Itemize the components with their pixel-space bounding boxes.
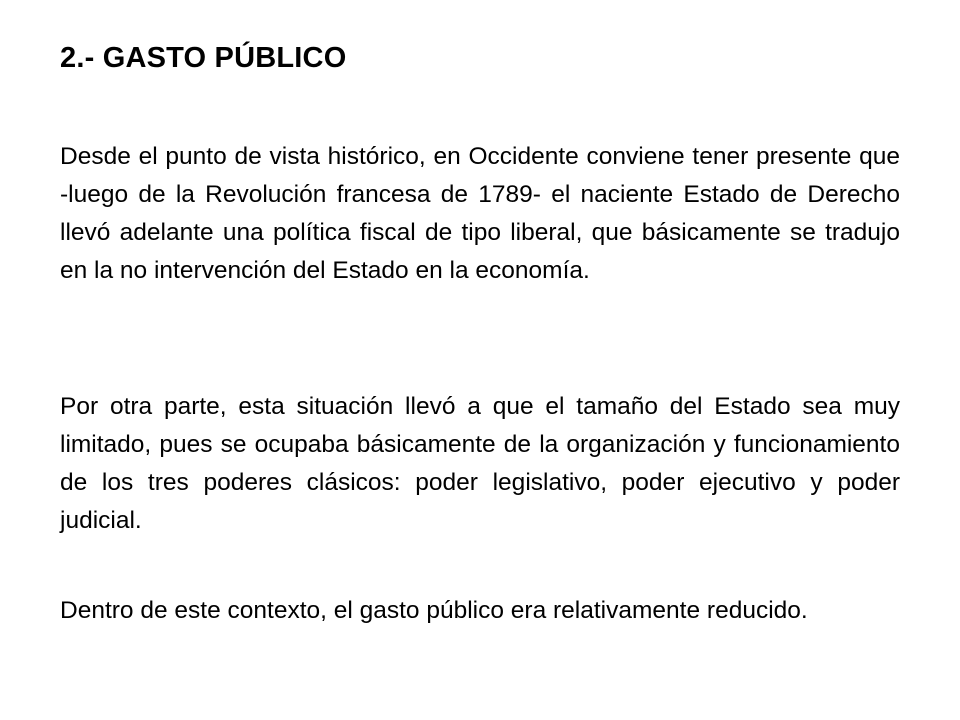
paragraph-public-spending: Dentro de este contexto, el gasto público era relativamente reducido. (60, 597, 808, 624)
slide-title: 2.- GASTO PÚBLICO (60, 42, 347, 74)
paragraph-historical-context: Desde el punto de vista histórico, en Occidente conviene tener presente que -luego de la Revolución francesa de 1789- el naciente Estado de Derecho llevó adelante una política fiscal de tipo liberal, que básicamente se tradujo en la no intervención del Estado en la economía. (60, 143, 900, 284)
paragraph-state-size: Por otra parte, esta situación llevó a que el tamaño del Estado sea muy limitado, pues se ocupaba básicamente de la organización y funcionamiento de los tres poderes clásicos: poder legislativo, poder ejecutivo y poder judicial. (60, 393, 900, 534)
